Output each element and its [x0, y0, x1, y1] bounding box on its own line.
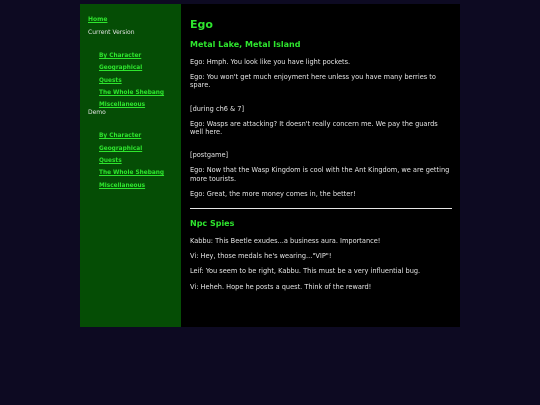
nav-link-demo-whole-shebang[interactable]: The Whole Shebang — [99, 170, 165, 177]
npc-dialogue-line: Vi: Heheh. Hope he posts a quest. Think of the reward! — [190, 282, 372, 291]
nav-link-current-whole-shebang[interactable]: The Whole Shebang — [99, 89, 165, 96]
section-divider — [190, 208, 452, 209]
spacer — [190, 97, 452, 105]
npc-dialogue-line: Leif: You seem to be right, Kabbu. This must be a very influential bug. — [190, 267, 421, 276]
nav-link-demo-quests[interactable]: Quests — [99, 158, 122, 165]
spacer — [190, 143, 452, 151]
nav-link-current-quests[interactable]: Quests — [99, 77, 122, 84]
dialogue-line: Ego: Wasps are attacking? It doesn't really concern me. We pay the guards well here. — [190, 119, 438, 137]
page-title: Ego — [190, 18, 213, 31]
nav-link-demo-miscellaneous[interactable]: Miscellaneous — [99, 182, 146, 189]
nav-link-demo-geographical[interactable]: Geographical — [99, 145, 143, 152]
npc-dialogue-line: Kabbu: This Beetle exudes...a business aura. Importance! — [190, 237, 381, 246]
nav-link-current-geographical[interactable]: Geographical — [99, 65, 143, 72]
nav-section-demo: Demo — [88, 109, 106, 117]
nav-link-demo-by-character[interactable]: By Character — [99, 133, 142, 140]
condition-note: [during ch6 & 7] — [190, 104, 245, 113]
npc-dialogue-line: Vi: Hey, those medals he's wearing..."VIP"! — [190, 252, 332, 261]
nav-link-current-miscellaneous[interactable]: Miscellaneous — [99, 102, 146, 109]
sidebar — [80, 4, 181, 327]
dialogue-line: Ego: You won't get much enjoyment here unless you have many berries to spare. — [190, 73, 436, 90]
nav-section-current-version: Current Version — [88, 29, 135, 36]
dialogue-line: Ego: Now that the Wasp Kingdom is cool with the Ant Kingdom, we are getting more tourists. — [190, 166, 450, 183]
nav-list-current-version — [88, 42, 181, 109]
nav-link-home[interactable]: Home — [88, 16, 108, 23]
dialogue-line: Ego: Great, the more money comes in, the better! — [190, 189, 356, 198]
nav-link-current-by-character[interactable]: By Character — [99, 53, 142, 59]
nav-list-demo — [88, 122, 181, 189]
location-heading: Metal Lake, Metal Island — [190, 40, 301, 49]
condition-note: [postgame] — [190, 151, 229, 160]
main-content — [190, 14, 452, 298]
npc-spies-heading: Npc Spies — [190, 219, 235, 229]
dialogue-line: Ego: Hmph. You look like you have light pockets. — [190, 58, 351, 66]
